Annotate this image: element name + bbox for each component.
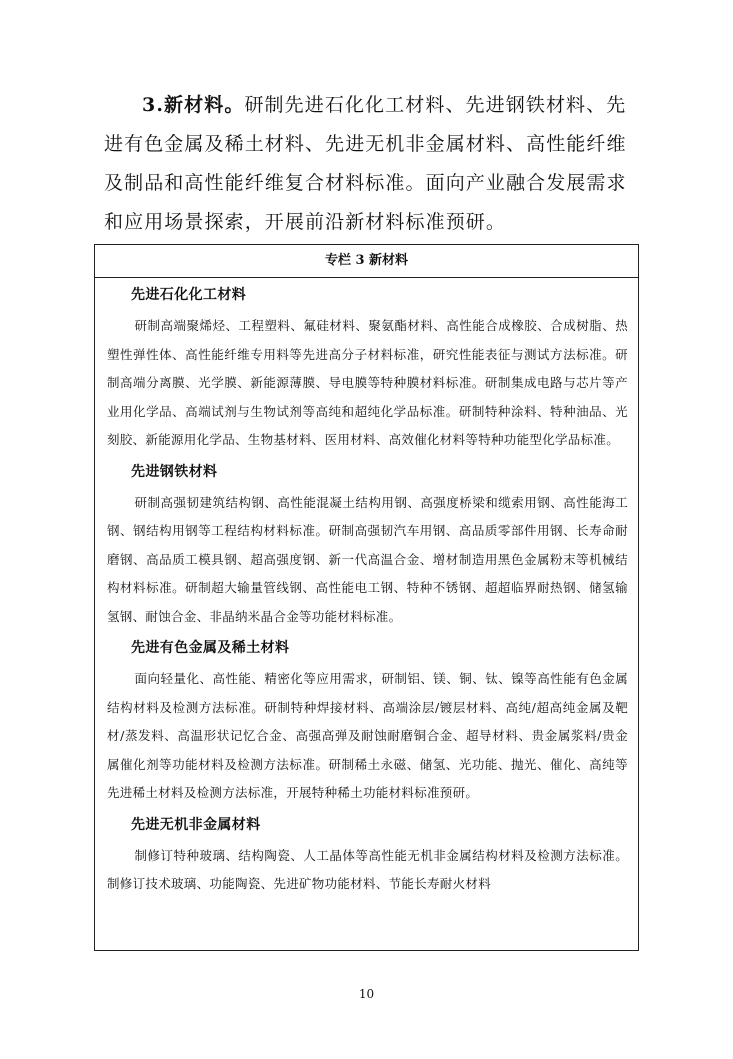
section-steel bbox=[107, 455, 628, 632]
section-body: 制修订特种玻璃、结构陶瓷、人工晶体等高性能无机非金属结构材料及检测方法标准。制修订技术玻璃、功能陶瓷、先进矿物功能材料、节能长寿耐火材料 bbox=[107, 847, 628, 891]
intro-paragraph bbox=[104, 86, 636, 242]
feature-box-body bbox=[95, 278, 638, 899]
feature-box bbox=[94, 244, 639, 951]
section-body: 面向轻量化、高性能、精密化等应用需求，研制铝、镁、铜、钛、镍等高性能有色金属结构材料及检测方法标准。研制特种焊接材料、高端涂层/镀层材料、高纯/超高纯金属及靶材/蒸发料、高温形状记忆合金、高强高弹及耐蚀耐磨铜合金、超导材料、贵金属浆料/贵金属催化剂等功能材料及检测方法标准。研制稀土永磁、储氢、光功能、抛光、催化、高纯等先进稀土材料及检测方法标准，开展特种稀土功能材料标准预研。 bbox=[107, 671, 628, 800]
page-number: 10 bbox=[358, 987, 375, 1001]
intro-lead: 3.新材料。 bbox=[142, 94, 245, 116]
section-body: 研制高端聚烯烃、工程塑料、氟硅材料、聚氨酯材料、高性能合成橡胶、合成树脂、热塑性弹性体、高性能纤维专用料等先进高分子材料标准，研究性能表征与测试方法标准。研制高端分离膜、光学膜、新能源薄膜、导电膜等特种膜材料标准。研制集成电路与芯片等产业用化学品、高端试剂与生物试剂等高纯和超纯化学品标准。研制特种涂料、特种油品、光刻胶、新能源用化学品、生物基材料、医用材料、高效催化材料等特种功能型化学品标准。 bbox=[107, 318, 628, 447]
section-title: 先进钢铁材料 bbox=[131, 463, 218, 480]
section-body: 研制高强韧建筑结构钢、高性能混凝土结构用钢、高强度桥梁和缆索用钢、高性能海工钢、钢结构用钢等工程结构材料标准。研制高强韧汽车用钢、高品质零部件用钢、长寿命耐磨钢、高品质工模具钢、超高强度钢、新一代高温合金、增材制造用黑色金属粉末等机械结构材料标准。研制超大输量管线钢、高性能电工钢、特种不锈钢、超超临界耐热钢、储氢输氢钢、耐蚀合金、非晶纳米晶合金等功能材料标准。 bbox=[107, 494, 628, 624]
section-title: 先进有色金属及稀土材料 bbox=[131, 640, 290, 656]
section-title: 先进无机非金属材料 bbox=[131, 816, 261, 833]
section-title: 先进石化化工材料 bbox=[131, 287, 247, 303]
section-petrochemical bbox=[107, 278, 628, 455]
feature-box-title: 专栏 3 新材料 bbox=[95, 245, 638, 278]
section-nonferrous bbox=[107, 631, 628, 808]
section-inorganic bbox=[107, 808, 628, 899]
intro-text: 研制先进石化化工材料、先进钢铁材料、先进有色金属及稀土材料、先进无机非金属材料、高性能纤维及制品和高性能纤维复合材料标准。面向产业融合发展需求和应用场景探索，开展前沿新材料标准预研。 bbox=[104, 94, 627, 233]
